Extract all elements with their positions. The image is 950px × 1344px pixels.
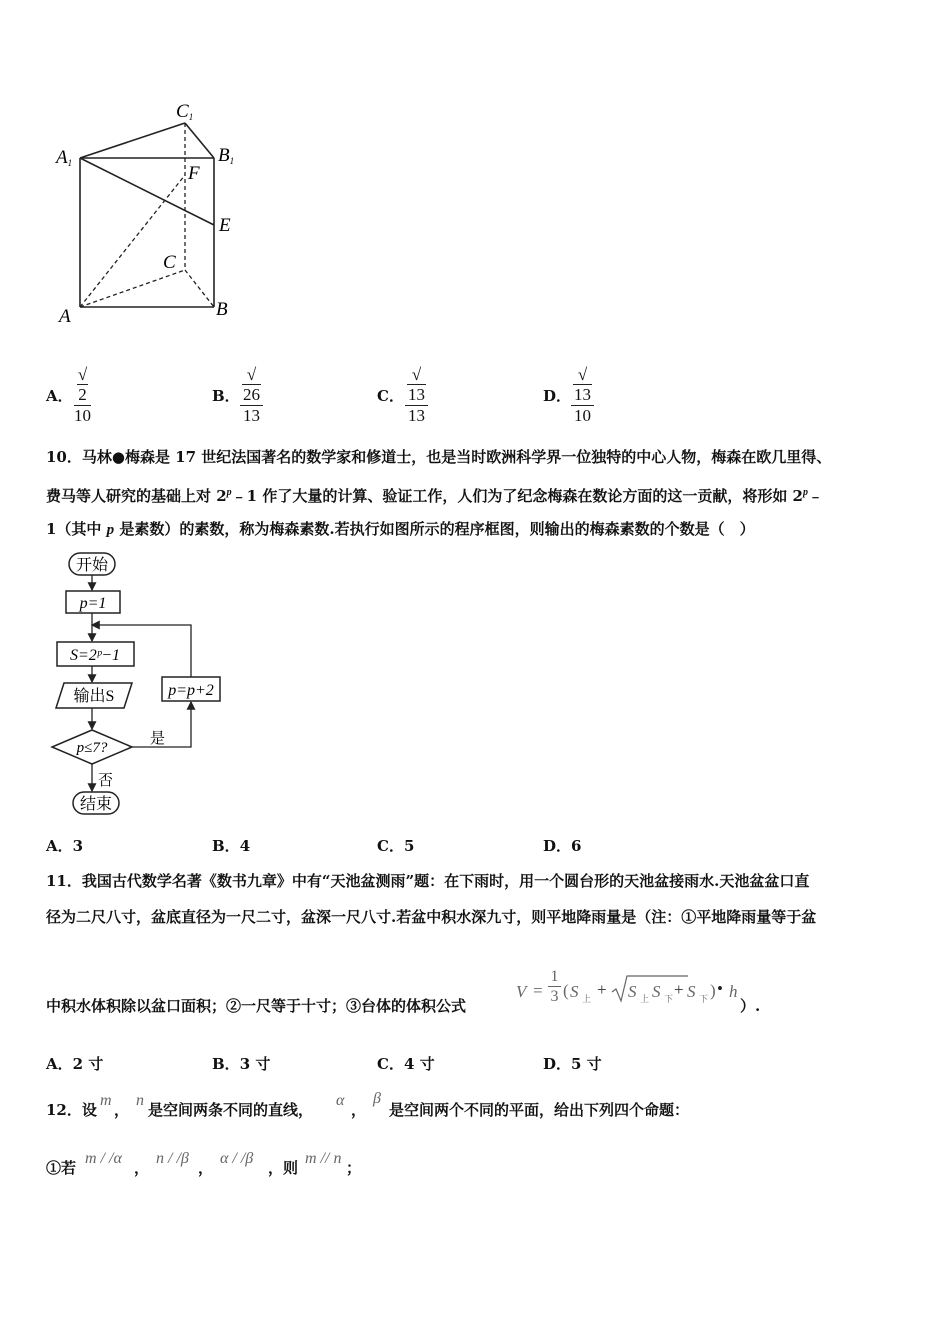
q12-var-n: n: [136, 1092, 144, 1109]
q12-prefix: 12．设: [46, 1101, 97, 1119]
q12-mid: 是空间两条不同的直线，: [148, 1101, 314, 1119]
edge-a-c: [80, 270, 185, 307]
q12-item1-then: ，则: [268, 1159, 299, 1177]
edge-c-b: [185, 270, 214, 307]
edge-a1-c1: [80, 123, 185, 158]
flow-update-label: p=p+2: [168, 682, 214, 699]
formula-eq: =: [533, 981, 543, 1000]
formula-sub: 上: [582, 994, 592, 1004]
fraction-denominator: 10: [574, 406, 591, 425]
q12-item1: [46, 1148, 446, 1182]
q12-comma2: ，: [351, 1101, 367, 1119]
sqrt-sign: √: [246, 365, 257, 384]
q11-text-line3-end: ）.: [740, 997, 761, 1015]
formula-plus: +: [597, 980, 607, 999]
label-a: A: [59, 306, 71, 327]
flow-end-label: 结束: [79, 796, 113, 813]
fraction: [405, 365, 428, 426]
q12-item1-end: ；: [346, 1159, 362, 1177]
flow-assign-label: S=2ᵖ−1: [69, 647, 121, 664]
flow-no-label: 否: [98, 773, 114, 789]
q12-end: 是空间两个不同的平面，给出下列四个命题：: [389, 1101, 690, 1119]
label-b1: B1: [218, 145, 235, 166]
label-b: B: [216, 299, 228, 320]
flow-yes-label: 是: [150, 731, 166, 747]
fraction: [571, 365, 594, 426]
label-f: F: [188, 163, 200, 184]
formula-s-top: S: [570, 982, 579, 1001]
q12-text-line1: [46, 1092, 906, 1122]
q12-var-m: m: [100, 1092, 112, 1109]
formula-s-bottom2: S: [652, 982, 661, 1001]
q10-option-b[interactable]: B．4: [212, 837, 251, 855]
q12-item1-cond2: n / /β: [156, 1150, 189, 1167]
formula-h: h: [729, 982, 738, 1001]
fraction-numerator: 2: [78, 385, 87, 404]
fraction: [240, 365, 263, 426]
q10-text-line1: 10．马林●梅森是 17 世纪法国著名的数学家和修道士，也是当时欧洲科学界一位独特的中心人物，梅森在欧几里得、: [46, 448, 832, 466]
fraction-denominator: 13: [408, 406, 425, 425]
q11-text-line2: 径为二尺八寸，盆底直径为一尺二寸，盆深一尺八寸.若盆中积水深九寸，则平地降雨量是（注：①平地降雨量等于盆: [46, 908, 817, 926]
label-e: E: [219, 215, 231, 236]
sqrt-sign: √: [411, 365, 422, 384]
edge-c1-b1: [185, 123, 214, 158]
q12-item1-comma1: ，: [134, 1159, 150, 1177]
formula-s-top2: S: [628, 982, 637, 1001]
formula-sub: 下: [699, 994, 709, 1004]
sqrt-sign: √: [577, 365, 588, 384]
flowchart: [48, 550, 238, 820]
q11-text-line3: 中积水体积除以盆口面积；②一尺等于十寸；③台体的体积公式: [46, 997, 467, 1015]
q12-var-beta: β: [373, 1090, 381, 1107]
q10-option-d[interactable]: D．6: [543, 837, 582, 855]
fraction-numerator: 26: [243, 385, 260, 404]
q12-item1-cond1: m / /α: [85, 1150, 122, 1167]
formula-plus2: +: [674, 980, 684, 999]
label-c: C: [163, 252, 176, 273]
q11-option-a[interactable]: A．2 寸: [46, 1055, 104, 1073]
q12-comma: ，: [114, 1101, 130, 1119]
formula-fraction: 1 3: [548, 968, 561, 1007]
option-label: A．: [46, 387, 73, 405]
fraction-numerator: 13: [408, 385, 425, 404]
option-label: B．: [212, 387, 240, 405]
q10-text-line2: 费马等人研究的基础上对 2$^p$﹣1 作了大量的计算、验证工作，人们为了纪念梅森在数论方面的这一贡献，将形如 2$^p$﹣: [46, 487, 824, 505]
frustum-volume-formula: [514, 968, 750, 1018]
formula-paren-close: ): [710, 981, 716, 1000]
flow-output-label: 输出S: [73, 688, 115, 705]
q12-item1-cond3: α / /β: [220, 1150, 254, 1167]
formula-sub: 上: [640, 994, 650, 1004]
q12-var-alpha: α: [336, 1092, 345, 1109]
label-c1: C1: [176, 101, 194, 122]
flow-start-label: 开始: [75, 557, 109, 574]
option-label: D．: [543, 387, 572, 405]
option-label: C．: [377, 387, 404, 405]
formula-dot: •: [717, 979, 723, 998]
fraction-numerator: 13: [574, 385, 591, 404]
q11-text-line1: 11．我国古代数学名著《数书九章》中有“天池盆测雨”题：在下雨时，用一个圆台形的天池盆接雨水.天池盆盆口直: [46, 872, 810, 890]
q10-text-line3: 1（其中 p 是素数）的素数，称为梅森素数.若执行如图所示的程序框图，则输出的梅森素数的个数是（ ）: [46, 520, 755, 538]
q10-option-c[interactable]: C．5: [377, 837, 415, 855]
fraction: [74, 365, 91, 426]
formula-sub: 下: [664, 994, 674, 1004]
formula-s-bottom: S: [687, 982, 696, 1001]
formula-paren-open: (: [563, 981, 569, 1000]
edge-a-f: [80, 175, 185, 307]
fraction-denominator: 10: [74, 406, 91, 425]
q12-item1-conclusion: m // n: [305, 1150, 342, 1167]
q12-item1-prefix: ①若: [46, 1159, 77, 1177]
q12-item1-comma2: ，: [198, 1159, 214, 1177]
label-a1: A1: [56, 147, 73, 168]
flow-init-label: p=1: [79, 595, 107, 612]
q11-option-c[interactable]: C．4 寸: [377, 1055, 435, 1073]
q10-option-a[interactable]: A．3: [46, 837, 84, 855]
prism-figure: [50, 95, 250, 335]
fraction-denominator: 13: [243, 406, 260, 425]
flow-condition-label: p≤7?: [76, 740, 108, 756]
sqrt-sign: √: [77, 365, 88, 384]
q11-option-d[interactable]: D．5 寸: [543, 1055, 602, 1073]
q11-option-b[interactable]: B．3 寸: [212, 1055, 271, 1073]
formula-v: V: [516, 982, 527, 1001]
